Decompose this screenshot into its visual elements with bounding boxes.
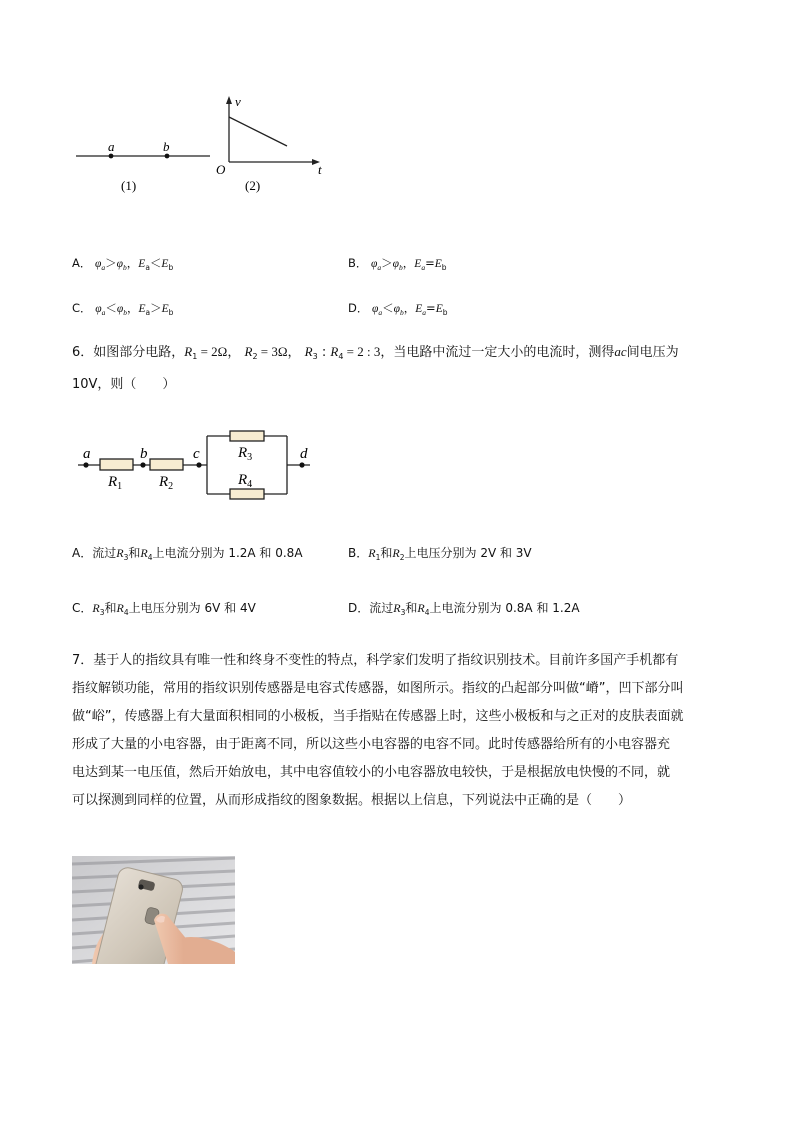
node-b xyxy=(140,462,145,467)
v-t-graph xyxy=(229,117,287,146)
q6-option-a[interactable]: A．流过$R_3$和$R_4$上电流分别为 1.2A 和 0.8A xyxy=(72,546,303,562)
label-r2: $R_2$ xyxy=(159,474,174,492)
q7-line-4: 形成了大量的小电容器，由于距离不同，所以这些小电容器的电容不同。此时传感器给所有的小电容器充 xyxy=(72,737,671,752)
q6-line-1: 6．如图部分电路，$R_1 = 2\Omega$， $R_2 = 3\Omega$， $R_3$ : $R_4 = 2$ : 3，当电路中流过一定大小的电流时，测得ac间电压为 xyxy=(72,344,679,361)
label-a: a xyxy=(108,139,115,154)
q6-stem xyxy=(72,338,722,399)
q5-option-d[interactable]: D． $\varphi_a<\varphi_b$，$E_a=E_b$ xyxy=(348,301,448,317)
resistor-r4 xyxy=(230,489,264,499)
q6-option-b[interactable]: B．$R_1$和$R_2$上电压分别为 2V 和 3V xyxy=(348,546,532,562)
label-node-a: a xyxy=(83,446,91,462)
q7-line-5: 电达到某一电压值，然后开始放电，其中电容值较小的小电容器放电较快，于是根据放电快慢的不同，就 xyxy=(72,765,671,780)
q5-option-a[interactable]: A． $\varphi_a>\varphi_b$，$E_a<E_b$ xyxy=(72,256,174,272)
resistor-r3 xyxy=(230,431,264,441)
q7-line-6: 可以探测到同样的位置，从而形成指纹的图象数据。根据以上信息，下列说法中正确的是（ ） xyxy=(72,793,632,808)
q6-option-c[interactable]: C．$R_3$和$R_4$上电压分别为 6V 和 4V xyxy=(72,601,256,617)
q7-line-1: 7．基于人的指纹具有唯一性和终身不变性的特点，科学家们发明了指纹识别技术。目前许多国产手机都有 xyxy=(72,653,679,668)
q5-option-b[interactable]: B． $\varphi_a>\varphi_b$，$E_a=E_b$ xyxy=(348,256,447,272)
label-r3: $R_3$ xyxy=(238,445,253,463)
label-o: O xyxy=(216,162,226,177)
label-v: v xyxy=(235,94,241,109)
q6-line-2: 10V，则（ ） xyxy=(72,377,176,392)
camera-lens-icon xyxy=(138,884,143,889)
node-d xyxy=(299,462,304,467)
point-b xyxy=(165,154,170,159)
resistor-r1 xyxy=(100,459,133,470)
resistor-r2 xyxy=(150,459,183,470)
label-b: b xyxy=(163,139,170,154)
label-node-d: d xyxy=(300,446,308,462)
label-t: t xyxy=(318,162,322,177)
node-c xyxy=(196,462,201,467)
node-a xyxy=(83,462,88,467)
label-r4: $R_4$ xyxy=(238,472,253,490)
q5-option-c[interactable]: C． $\varphi_a<\varphi_b$，$E_a>E_b$ xyxy=(72,301,174,317)
label-node-b: b xyxy=(140,446,148,462)
q6-circuit xyxy=(75,422,330,504)
q5-figure xyxy=(70,90,340,200)
caption-1: (1) xyxy=(121,178,137,193)
q6-option-d[interactable]: D．流过$R_3$和$R_4$上电流分别为 0.8A 和 1.2A xyxy=(348,601,580,617)
label-node-c: c xyxy=(193,446,200,462)
point-a xyxy=(109,154,114,159)
caption-2: (2) xyxy=(245,178,261,193)
label-r1: $R_1$ xyxy=(108,474,123,492)
q7-line-2: 指纹解锁功能，常用的指纹识别传感器是电容式传感器，如图所示。指纹的凸起部分叫做“嵴”，凹下部分叫 xyxy=(72,681,684,696)
q7-line-3: 做“峪”，传感器上有大量面积相同的小极板，当手指贴在传感器上时，这些小极板和与之正对的皮肤表面就 xyxy=(72,709,684,724)
fingerprint-phone-photo xyxy=(72,856,235,964)
v-axis-arrow xyxy=(226,96,232,104)
